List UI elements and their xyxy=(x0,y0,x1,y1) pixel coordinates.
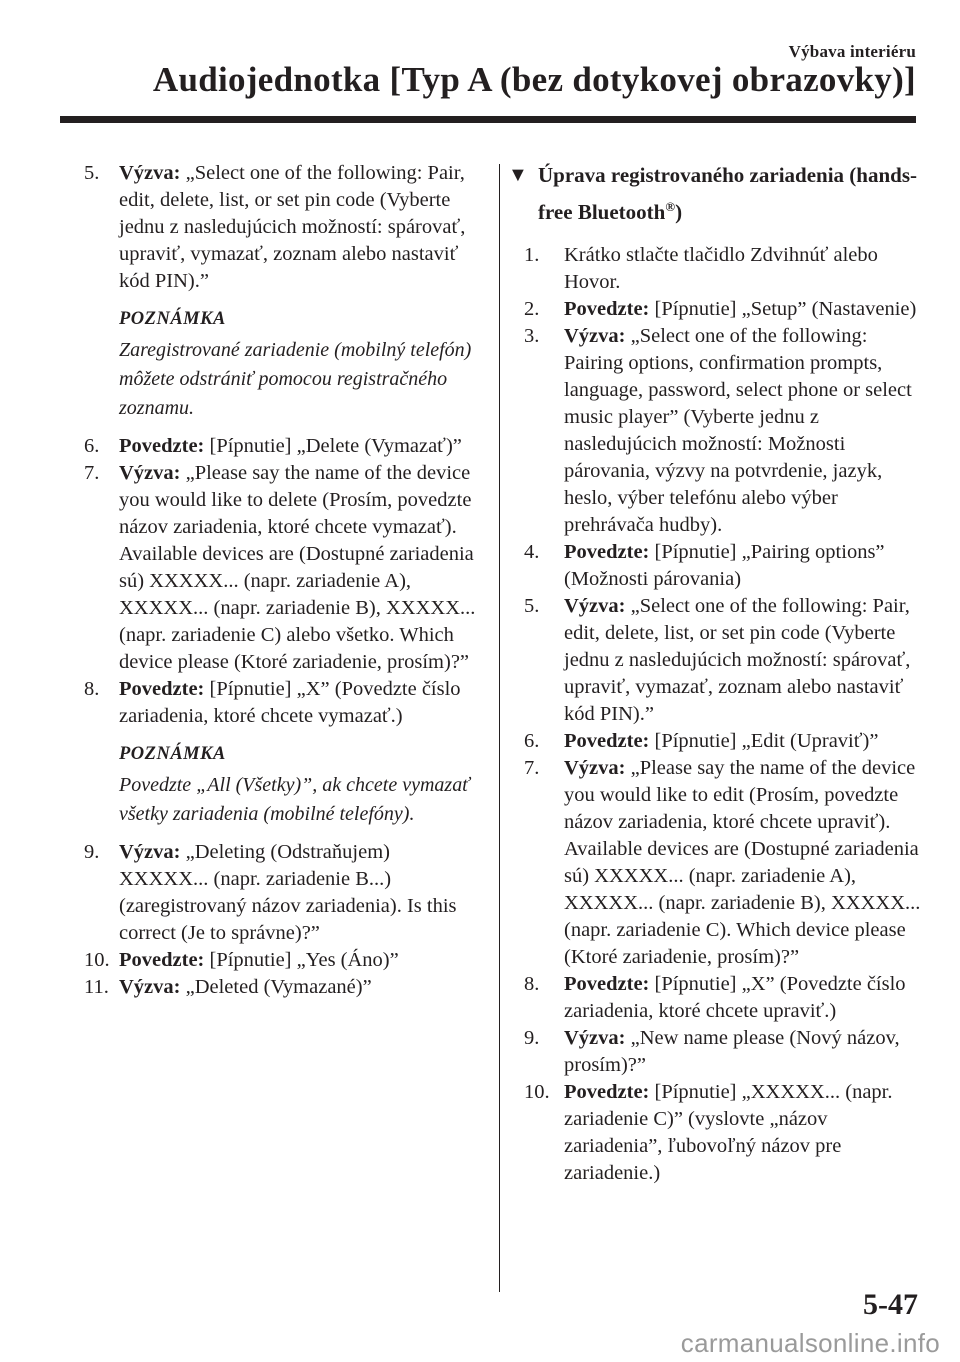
step-item xyxy=(524,971,928,1025)
step-text xyxy=(564,296,928,323)
step-label: Povedzte: xyxy=(564,730,650,752)
step-item xyxy=(84,460,484,676)
step-number: 10. xyxy=(524,1081,550,1103)
step-number: 9. xyxy=(84,841,100,863)
step-number: 5. xyxy=(84,162,100,184)
step-item xyxy=(84,947,484,974)
step-text xyxy=(564,755,928,971)
step-number: 7. xyxy=(524,757,540,779)
step-text xyxy=(119,974,484,1001)
step-label: Povedzte: xyxy=(564,298,650,320)
step-label: Povedzte: xyxy=(564,541,650,563)
subheading-close: ) xyxy=(675,200,683,224)
triangle-down-icon: ▼ xyxy=(508,164,528,186)
step-label: Povedzte: xyxy=(564,973,650,995)
step-text xyxy=(119,460,484,676)
note-text: Povedzte „All (Všetky)”, ak chcete vymazať všetky zariadenia (mobilné telefóny). xyxy=(119,774,470,825)
step-text xyxy=(119,947,484,974)
section-title: Výbava interiéru xyxy=(788,42,916,61)
step-body: [Pípnutie] „Pairing options” (Možnosti párovania) xyxy=(564,541,885,590)
step-item xyxy=(524,323,928,539)
step-label: Výzva: xyxy=(119,841,181,863)
page-title: Audiojednotka [Typ A (bez dotykovej obrazovky)] xyxy=(152,60,916,99)
step-label: Výzva: xyxy=(119,976,181,998)
page-number: 5-47 xyxy=(863,1288,918,1321)
step-item xyxy=(524,1079,928,1187)
step-body: [Pípnutie] „X” (Povedzte číslo zariadenia, ktoré chcete upraviť.) xyxy=(564,973,906,1022)
step-body: „New name please (Nový názov, prosím)?” xyxy=(564,1027,900,1076)
step-body: [Pípnutie] „Delete (Vymazať)” xyxy=(204,435,462,457)
step-text xyxy=(119,433,484,460)
step-number: 7. xyxy=(84,462,100,484)
step-text xyxy=(564,1025,928,1079)
step-item xyxy=(84,839,484,947)
step-body: „Select one of the following: Pair, edit, delete, list, or set pin code (Vyberte jednu z nasledujúcich možností: spárovať, upraviť, vymazať, zoznam alebo nastaviť kód PIN).” xyxy=(119,162,466,292)
step-item xyxy=(524,539,928,593)
step-text xyxy=(119,676,484,730)
step-body: „Select one of the following: Pair, edit, delete, list, or set pin code (Vyberte jednu z nasledujúcich možností: spárovať, upraviť, vymazať, zoznam alebo nastaviť kód PIN).” xyxy=(564,595,911,725)
step-text xyxy=(564,1079,928,1187)
step-number: 6. xyxy=(84,435,100,457)
step-text xyxy=(119,160,484,295)
column-divider xyxy=(499,164,500,1292)
subheading xyxy=(508,160,928,228)
step-item xyxy=(524,296,928,323)
note-box xyxy=(119,306,484,423)
step-item xyxy=(524,755,928,971)
step-item xyxy=(84,433,484,460)
step-body: [Pípnutie] „Setup” (Nastavenie) xyxy=(649,298,917,320)
step-text xyxy=(564,242,928,296)
step-number: 11. xyxy=(84,976,109,998)
step-label: Povedzte: xyxy=(564,1081,650,1103)
step-number: 3. xyxy=(524,325,540,347)
step-text xyxy=(564,593,928,728)
header-rule xyxy=(60,116,916,123)
step-label: Výzva: xyxy=(119,162,181,184)
step-body: „Select one of the following: Pairing options, confirmation prompts, language, password, select phone or select music player” (Vyberte jednu z nasledujúcich možností: Možnosti párovania, výzvy na potvrdenie, jazyk, heslo, výber telefónu alebo výber prehrávača hudby). xyxy=(564,325,912,536)
step-label: Povedzte: xyxy=(119,435,205,457)
step-label: Výzva: xyxy=(119,462,181,484)
step-number: 8. xyxy=(84,678,100,700)
step-label: Výzva: xyxy=(564,1027,626,1049)
watermark: carmanualsonline.info xyxy=(680,1328,940,1358)
right-column xyxy=(508,160,928,1187)
step-number: 5. xyxy=(524,595,540,617)
step-number: 8. xyxy=(524,973,540,995)
step-label: Výzva: xyxy=(564,757,626,779)
step-number: 9. xyxy=(524,1027,540,1049)
step-body: „Deleted (Vymazané)” xyxy=(180,976,372,998)
step-text xyxy=(119,839,484,947)
step-number: 4. xyxy=(524,541,540,563)
step-label: Povedzte: xyxy=(119,678,205,700)
step-item xyxy=(84,676,484,730)
step-text xyxy=(564,323,928,539)
step-body: „Please say the name of the device you would like to edit (Prosím, povedzte názov zariadenia, ktoré chcete upraviť). Available devices are (Dostupné zariadenia sú) XXXXX... (napr. zariadenie A), XXXXX... (napr. zariadenie B), XXXXX... (napr. zariadenie C). Which device please (Ktoré zariadenie, prosím)?” xyxy=(564,757,921,968)
note-title: POZNÁMKA xyxy=(119,309,226,329)
step-text xyxy=(564,971,928,1025)
subheading-label: Úprava registrovaného zariadenia (hands-free Bluetooth xyxy=(538,163,917,224)
step-item xyxy=(524,593,928,728)
step-label: Výzva: xyxy=(564,595,626,617)
step-body: „Deleting (Odstraňujem) XXXXX... (napr. zariadenie B...) (zaregistrovaný názov zariadenia). Is this correct (Je to správne)?” xyxy=(119,841,457,944)
step-number: 2. xyxy=(524,298,540,320)
step-body: [Pípnutie] „Edit (Upraviť)” xyxy=(649,730,879,752)
note-text: Zaregistrované zariadenie (mobilný telefón) môžete odstrániť pomocou registračného zoznamu. xyxy=(119,339,472,419)
step-body: [Pípnutie] „XXXXX... (napr. zariadenie C)” (vyslovte „názov zariadenia”, ľubovoľný názov pre zariadenie.) xyxy=(564,1081,893,1184)
step-body: Krátko stlačte tlačidlo Zdvihnúť alebo Hovor. xyxy=(564,244,878,293)
step-number: 6. xyxy=(524,730,540,752)
registered-mark: ® xyxy=(665,199,676,214)
step-label: Výzva: xyxy=(564,325,626,347)
left-column xyxy=(84,160,484,1001)
subheading-text xyxy=(538,160,928,228)
step-number: 10. xyxy=(84,949,110,971)
step-number: 1. xyxy=(524,244,540,266)
step-body: [Pípnutie] „X” (Povedzte číslo zariadenia, ktoré chcete vymazať.) xyxy=(119,678,461,727)
step-text xyxy=(564,539,928,593)
note-box xyxy=(119,741,484,829)
step-item xyxy=(84,160,484,295)
step-item xyxy=(524,728,928,755)
step-label: Povedzte: xyxy=(119,949,205,971)
step-body: [Pípnutie] „Yes (Áno)” xyxy=(204,949,399,971)
note-title: POZNÁMKA xyxy=(119,744,226,764)
step-item xyxy=(84,974,484,1001)
step-body: „Please say the name of the device you would like to delete (Prosím, povedzte názov zariadenia, ktoré chcete vymazať). Available devices are (Dostupné zariadenia sú) XXXXX... (napr. zariadenie A), XXXXX... (napr. zariadenie B), XXXXX... (napr. zariadenie C) alebo všetko. Which device please (Ktoré zariadenie, prosím)?” xyxy=(119,462,476,673)
step-item xyxy=(524,242,928,296)
step-text xyxy=(564,728,928,755)
step-item xyxy=(524,1025,928,1079)
